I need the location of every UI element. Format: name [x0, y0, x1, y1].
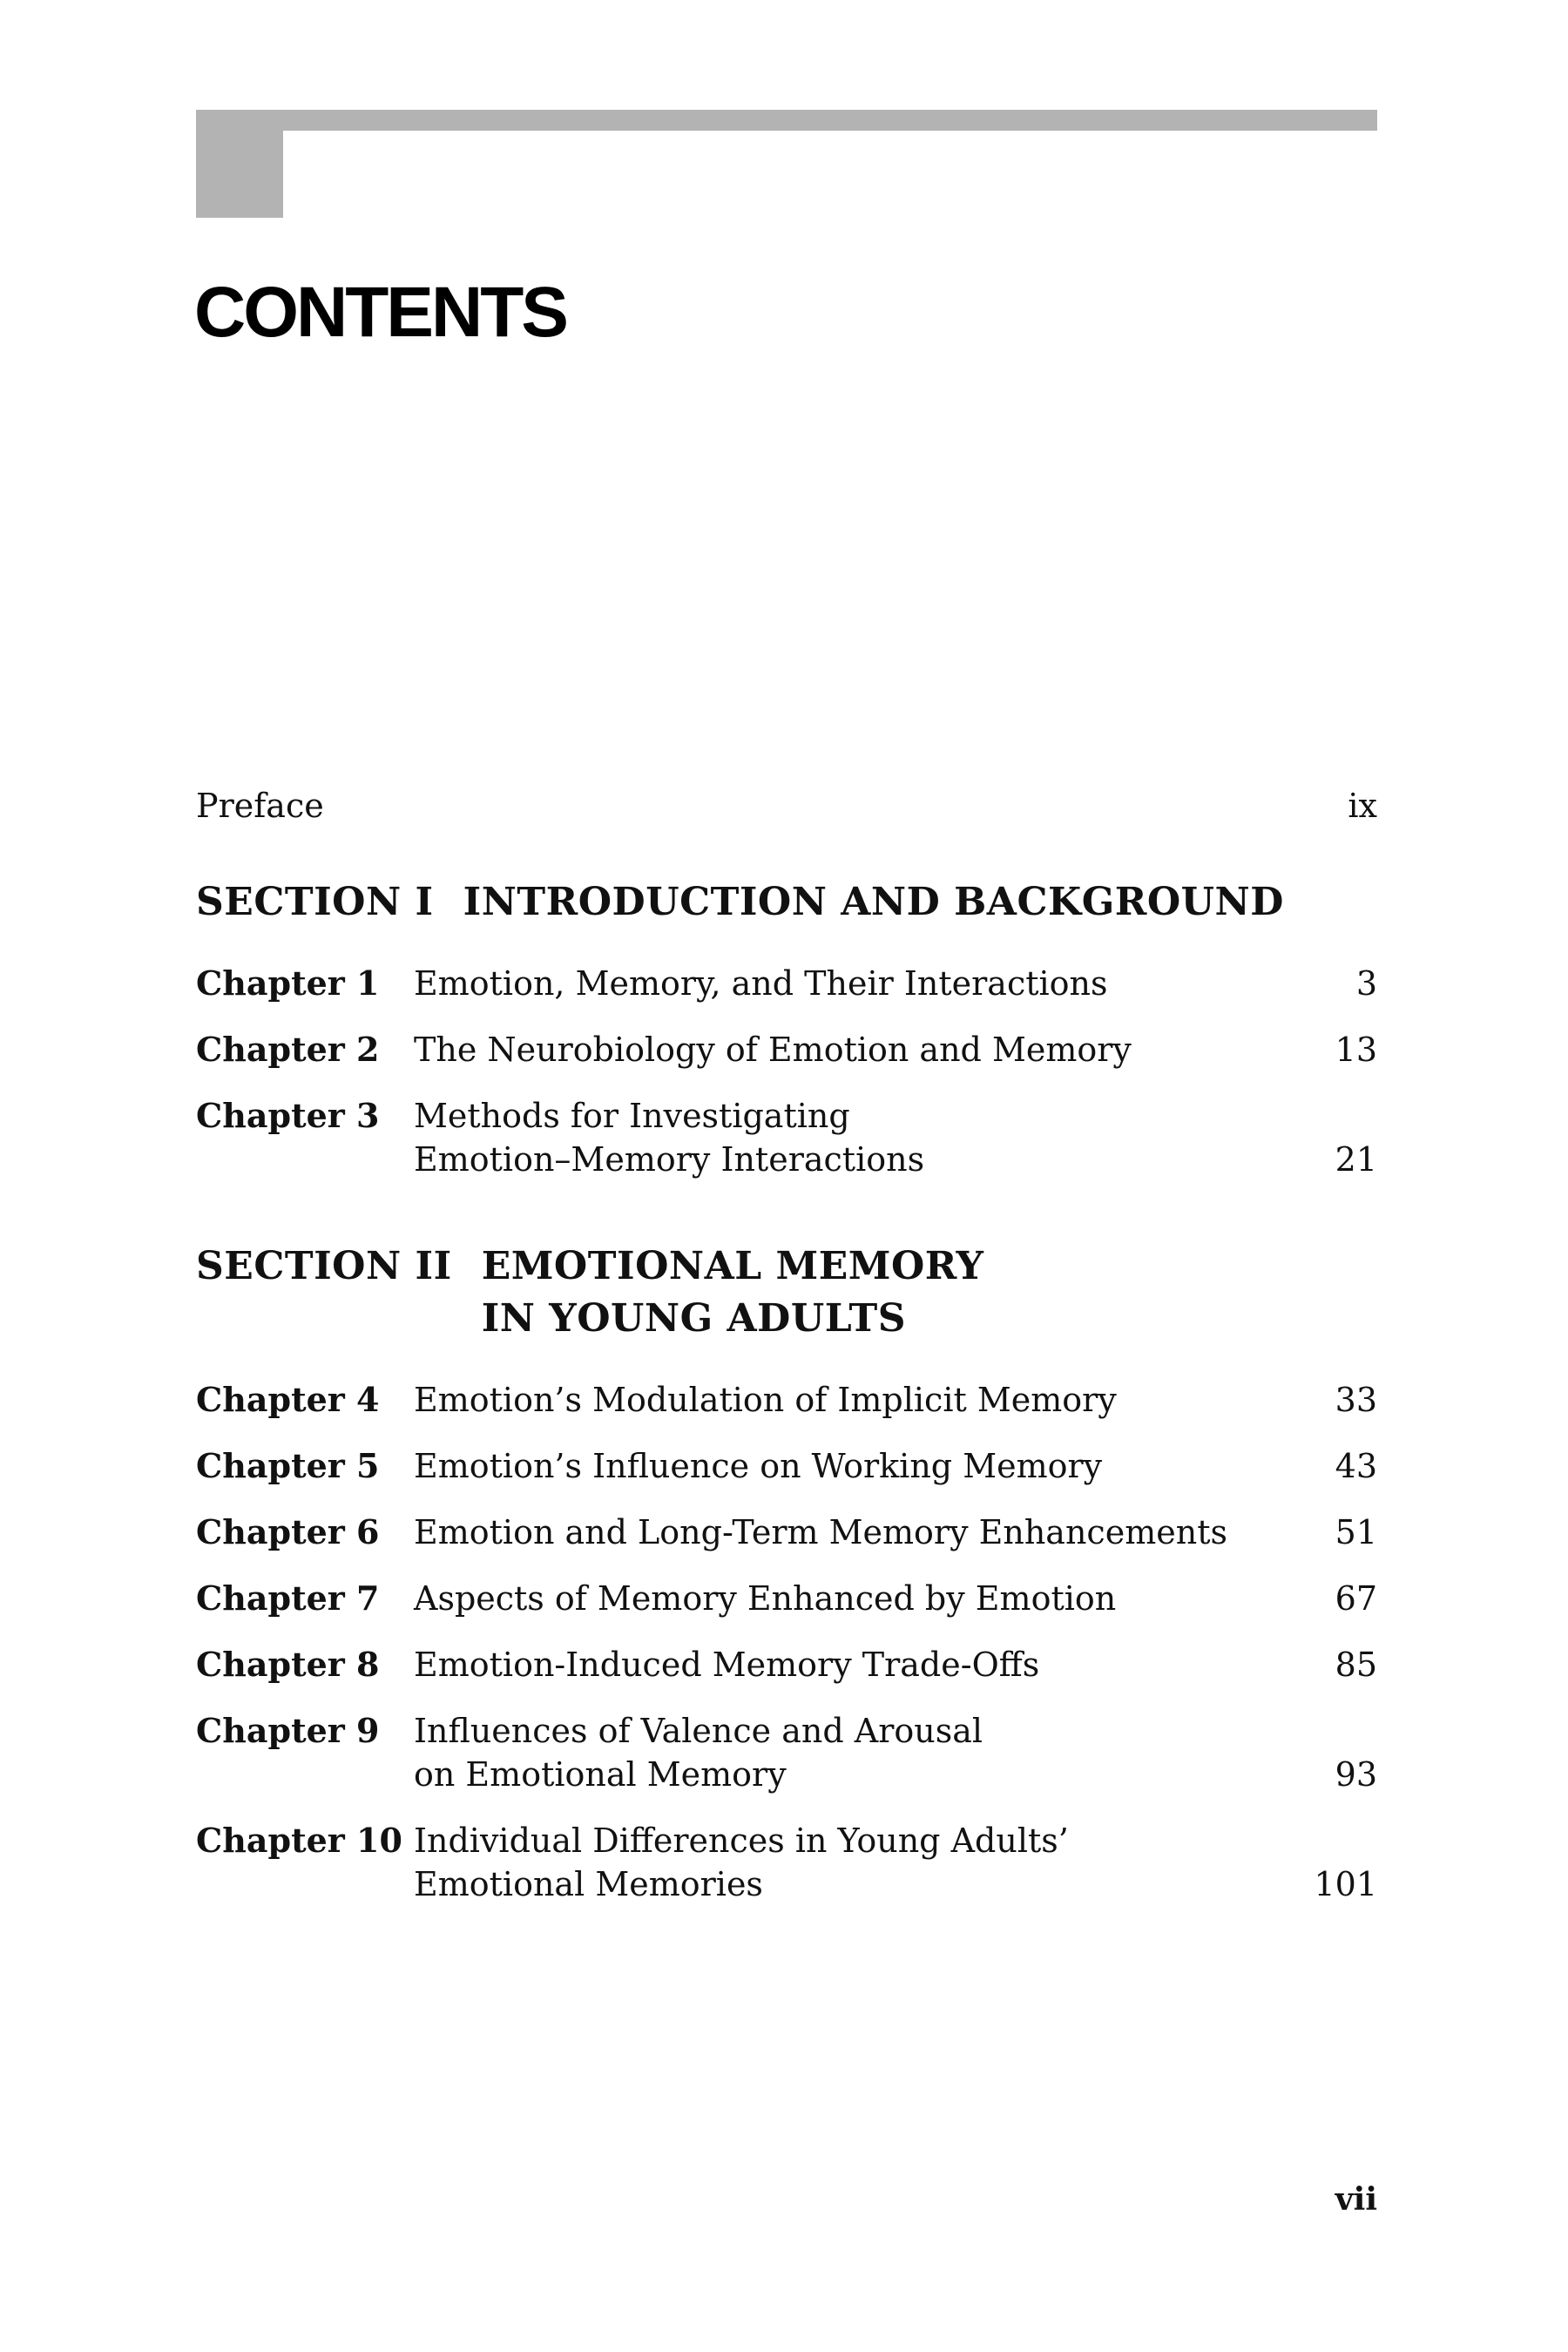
chapter-page: 33 — [1335, 1381, 1377, 1419]
chapter-page: 101 — [1314, 1865, 1377, 1903]
chapter-label: Chapter 3 — [196, 1096, 380, 1135]
chapter-label: Chapter 4 — [196, 1380, 380, 1419]
chapter-page: 93 — [1335, 1755, 1377, 1794]
chapter-title: Emotion’s Modulation of Implicit Memory — [414, 1381, 1117, 1419]
chapter-title: Emotion-Induced Memory Trade-Offs — [414, 1646, 1040, 1684]
toc-entry-preface[interactable] — [196, 784, 1377, 828]
chapter-label: Chapter 6 — [196, 1512, 380, 1551]
toc-entry-chapter-4[interactable] — [196, 1378, 1377, 1422]
chapter-title: Influences of Valence and Arousal on Emotional Memory — [414, 1712, 983, 1794]
chapter-title: The Neurobiology of Emotion and Memory — [414, 1031, 1132, 1069]
chapter-label: Chapter 9 — [196, 1711, 380, 1750]
chapter-label: Chapter 7 — [196, 1578, 380, 1618]
table-of-contents — [196, 784, 1377, 1906]
section-label: SECTION II — [196, 1244, 452, 1288]
toc-entry-chapter-9[interactable] — [196, 1709, 1377, 1796]
chapter-title: Emotion and Long-Term Memory Enhancements — [414, 1513, 1227, 1551]
toc-entry-chapter-1[interactable] — [196, 962, 1377, 1005]
chapter-title: Aspects of Memory Enhanced by Emotion — [414, 1579, 1117, 1618]
chapter-page: 21 — [1335, 1140, 1377, 1179]
chapter-page: 51 — [1335, 1513, 1377, 1551]
toc-entry-chapter-3[interactable] — [196, 1094, 1377, 1181]
chapter-title: Emotion’s Influence on Working Memory — [414, 1447, 1103, 1485]
header-decoration-block — [196, 110, 283, 218]
chapter-label: Chapter 2 — [196, 1030, 380, 1069]
chapter-page: 85 — [1335, 1646, 1377, 1684]
page-title: CONTENTS — [194, 273, 566, 352]
toc-entry-chapter-6[interactable] — [196, 1511, 1377, 1554]
chapter-label: Chapter 10 — [196, 1821, 402, 1860]
section-heading-2 — [196, 1240, 1377, 1345]
preface-page: ix — [1348, 787, 1377, 825]
toc-entry-chapter-2[interactable] — [196, 1028, 1377, 1071]
chapter-label: Chapter 8 — [196, 1645, 380, 1684]
chapter-title: Methods for Investigating Emotion–Memory Interactions — [414, 1097, 925, 1179]
toc-entry-chapter-10[interactable] — [196, 1819, 1377, 1906]
toc-entry-chapter-8[interactable] — [196, 1643, 1377, 1686]
chapter-page: 43 — [1335, 1447, 1377, 1485]
chapter-label: Chapter 5 — [196, 1446, 380, 1485]
toc-entry-chapter-7[interactable] — [196, 1577, 1377, 1620]
chapter-page: 13 — [1335, 1031, 1377, 1069]
chapter-label: Chapter 1 — [196, 963, 380, 1003]
chapter-title: Individual Differences in Young Adults’ Emotional Memories — [414, 1821, 1069, 1903]
header-decoration-bar — [196, 110, 1377, 131]
page-number: vii — [1335, 2181, 1377, 2218]
section-title: EMOTIONAL MEMORY IN YOUNG ADULTS — [481, 1244, 984, 1341]
preface-title: Preface — [196, 787, 324, 825]
chapter-page: 67 — [1335, 1579, 1377, 1618]
chapter-page: 3 — [1355, 964, 1377, 1003]
toc-entry-chapter-5[interactable] — [196, 1444, 1377, 1488]
section-heading-1 — [196, 876, 1377, 929]
section-title: INTRODUCTION AND BACKGROUND — [463, 880, 1284, 924]
chapter-title: Emotion, Memory, and Their Interactions — [414, 964, 1108, 1003]
section-label: SECTION I — [196, 880, 434, 924]
